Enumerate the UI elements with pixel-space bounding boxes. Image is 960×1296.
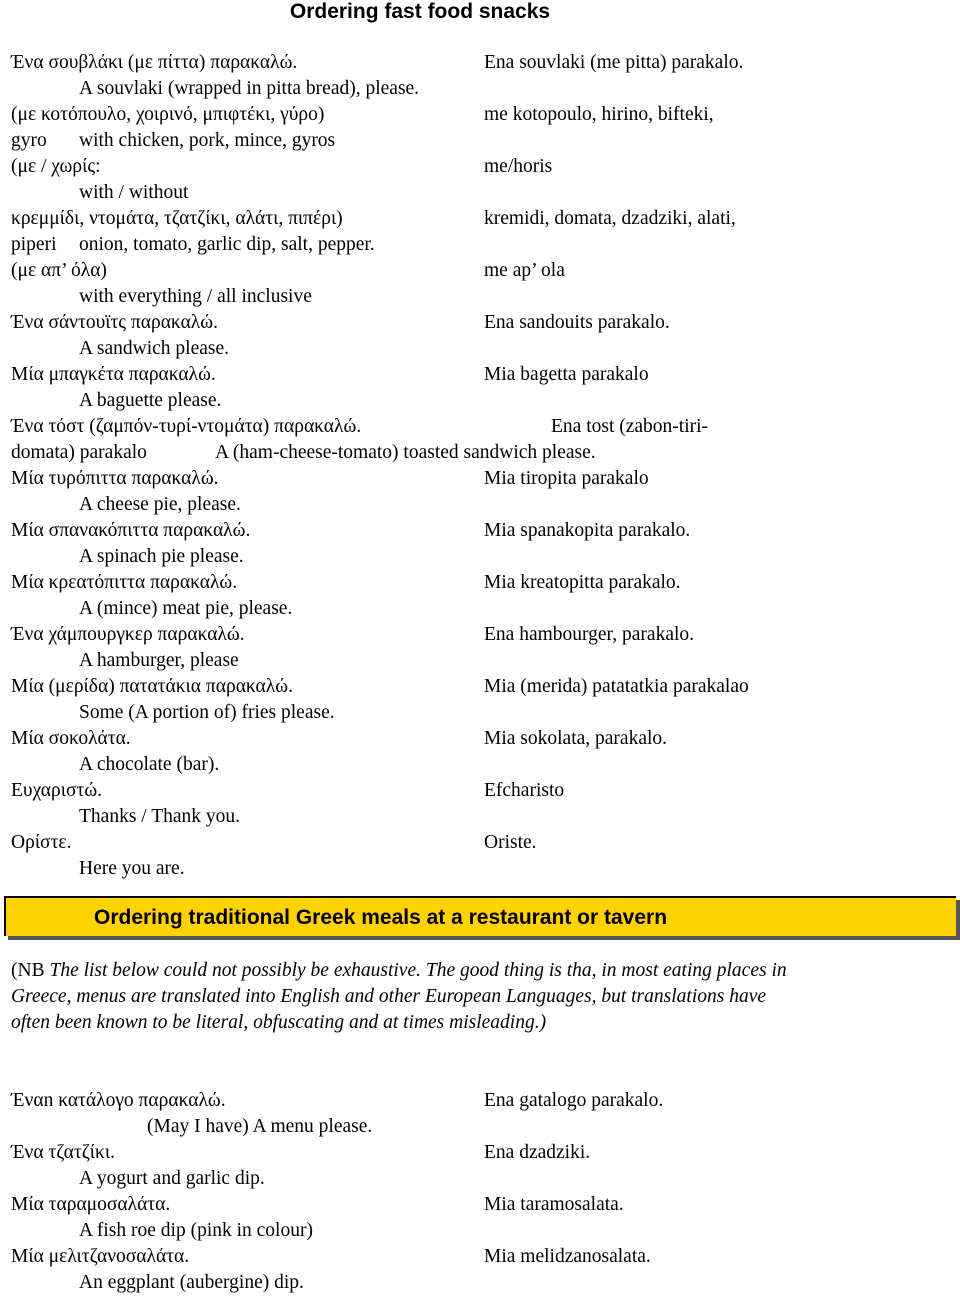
phrase-english: A chocolate (bar). xyxy=(79,754,220,775)
section-banner xyxy=(4,896,956,936)
phrase-english: A spinach pie please. xyxy=(79,546,244,567)
section-title-greek-meals: Ordering traditional Greek meals at a restaurant or tavern xyxy=(94,906,668,929)
phrase-english: A yogurt and garlic dip. xyxy=(79,1168,265,1189)
phrase-transliteration: Ena sandouits parakalo. xyxy=(484,312,670,333)
phrase-transliteration: Mia sokolata, parakalo. xyxy=(484,728,668,749)
phrase-greek: Ένα σουβλάκι (με πίττα) παρακαλώ. xyxy=(11,52,298,73)
phrase-transliteration: Ena tost (zabon-tiri- xyxy=(551,416,709,437)
phrase-transliteration: domata) parakalo xyxy=(11,442,147,463)
phrase-transliteration: me kotopoulo, hirino, bifteki, xyxy=(484,104,714,125)
phrase-transliteration: me/horis xyxy=(484,156,553,177)
phrase-transliteration: Mia (merida) patatatkia parakalao xyxy=(484,676,749,697)
phrase-english: A (mince) meat pie, please. xyxy=(79,598,293,619)
phrase-english: Here you are. xyxy=(79,858,185,879)
phrase-transliteration: Mia bagetta parakalo xyxy=(484,364,649,385)
phrase-english: An eggplant (aubergine) dip. xyxy=(79,1272,304,1293)
phrase-transliteration: Efcharisto xyxy=(484,780,565,801)
phrase-english: A hamburger, please xyxy=(79,650,239,671)
phrase-english: A cheese pie, please. xyxy=(79,494,241,515)
phrase-english: Some (A portion of) fries please. xyxy=(79,702,335,723)
phrase-greek: Ορίστε. xyxy=(11,832,72,853)
phrase-greek: Μία ταραμοσαλάτα. xyxy=(11,1194,171,1215)
phrase-english: A fish roe dip (pink in colour) xyxy=(79,1220,313,1241)
phrase-transliteration: Mia taramosalata. xyxy=(484,1194,624,1215)
phrase-transliteration: gyro xyxy=(11,130,47,151)
phrase-transliteration: Ena dzadziki. xyxy=(484,1142,591,1163)
phrase-greek: Έναn κατάλογο παρακαλώ. xyxy=(11,1090,226,1111)
phrase-english: with everything / all inclusive xyxy=(79,286,312,307)
phrase-english: A (ham-cheese-tomato) toasted sandwich please. xyxy=(215,442,596,463)
phrase-greek: (με απ’ όλα) xyxy=(11,260,107,281)
phrase-english: A sandwich please. xyxy=(79,338,230,359)
phrase-greek: Ευχαριστώ. xyxy=(11,780,103,801)
phrase-english: Thanks / Thank you. xyxy=(79,806,241,827)
phrase-greek: Ένα χάμπουργκερ παρακαλώ. xyxy=(11,624,245,645)
section-title-fast-food: Ordering fast food snacks xyxy=(289,0,551,23)
phrase-english: onion, tomato, garlic dip, salt, pepper. xyxy=(79,234,375,255)
phrase-transliteration: Mia tiropita parakalo xyxy=(484,468,649,489)
phrase-greek: κρεμμίδι, ντομάτα, τζατζίκι, αλάτι, πιπέρι) xyxy=(11,208,343,229)
phrase-english: A baguette please. xyxy=(79,390,222,411)
phrase-transliteration: Ena hambourger, parakalo. xyxy=(484,624,695,645)
phrase-greek: Μία σοκολάτα. xyxy=(11,728,131,749)
phrase-greek: Ένα τόστ (ζαμπόν-τυρί-ντομάτα) παρακαλώ. xyxy=(11,416,362,437)
phrase-greek: (με / χωρίς: xyxy=(11,156,101,177)
phrase-transliteration: me ap’ ola xyxy=(484,260,565,281)
phrase-greek: Ένα σάντουϊτς παρακαλώ. xyxy=(11,312,218,333)
note-paragraph xyxy=(11,958,791,1036)
phrase-greek: (με κοτόπουλο, χοιρινό, μπιφτέκι, γύρο) xyxy=(11,104,325,125)
note-text: The list below could not possibly be exhaustive. The good thing is tha, in most eating places in Greece, menus are translated into English and other European Languages, but translations have often been known to be literal, obfuscating and at times misleading.) xyxy=(11,960,787,1033)
phrase-transliteration: Mia kreatopitta parakalo. xyxy=(484,572,681,593)
phrase-greek: Μία σπανακόπιττα παρακαλώ. xyxy=(11,520,251,541)
phrase-transliteration: Ena souvlaki (me pitta) parakalo. xyxy=(484,52,744,73)
phrase-transliteration: Mia spanakopita parakalo. xyxy=(484,520,691,541)
phrase-english: A souvlaki (wrapped in pitta bread), please. xyxy=(79,78,420,99)
phrase-greek: Ένα τζατζίκι. xyxy=(11,1142,115,1163)
phrase-english: (May I have) A menu please. xyxy=(147,1116,373,1137)
phrase-transliteration: Oriste. xyxy=(484,832,537,853)
phrase-transliteration: piperi xyxy=(11,234,57,255)
phrase-transliteration: kremidi, domata, dzadziki, alati, xyxy=(484,208,736,229)
phrase-greek: Μία (μερίδα) πατατάκια παρακαλώ. xyxy=(11,676,293,697)
phrase-transliteration: Ena gatalogo parakalo. xyxy=(484,1090,664,1111)
phrase-english: with chicken, pork, mince, gyros xyxy=(79,130,336,151)
phrase-english: with / without xyxy=(79,182,189,203)
phrase-greek: Μία τυρόπιττα παρακαλώ. xyxy=(11,468,219,489)
phrase-greek: Μία κρεατόπιττα παρακαλώ. xyxy=(11,572,238,593)
phrase-transliteration: Mia melidzanosalata. xyxy=(484,1246,651,1267)
phrase-greek: Μία μπαγκέτα παρακαλώ. xyxy=(11,364,216,385)
phrase-greek: Μία μελιτζανοσαλάτα. xyxy=(11,1246,190,1267)
note-prefix: (NB xyxy=(11,960,50,981)
